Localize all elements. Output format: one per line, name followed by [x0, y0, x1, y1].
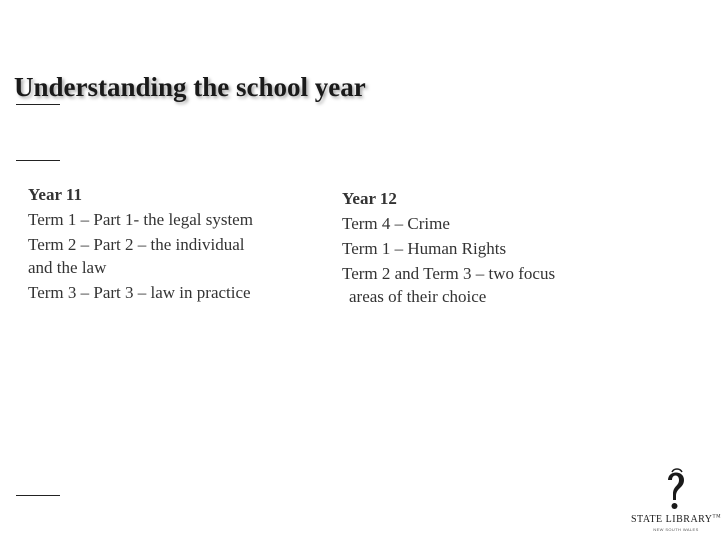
year-11-term-1: Term 1 – Part 1- the legal system: [28, 210, 253, 229]
slide-title: Understanding the school year: [14, 72, 366, 102]
year-12-heading: Year 12: [342, 189, 397, 208]
year-11-heading: Year 11: [28, 185, 82, 204]
year-12-term-1: Term 1 – Human Rights: [342, 239, 507, 258]
year-12-terms-2-3-continued: areas of their choice: [349, 287, 487, 306]
year-12-term-4: Term 4 – Crime: [342, 214, 450, 233]
logo-subtitle: NEW SOUTH WALES: [653, 527, 699, 532]
state-library-mark-icon: [628, 466, 724, 514]
year-11-term-2: Term 2 – Part 2 – the individual: [28, 235, 245, 254]
year-11-column: [28, 183, 318, 306]
divider-line: [16, 104, 60, 105]
divider-line: [16, 160, 60, 161]
state-library-logo: [628, 466, 724, 536]
year-12-column: [342, 187, 632, 310]
year-11-term-3: Term 3 – Part 3 – law in practice: [28, 283, 251, 302]
year-12-terms-2-3: Term 2 and Term 3 – two focus: [342, 264, 556, 283]
logo-wordmark: STATE LIBRARY™: [630, 514, 722, 525]
year-11-term-2-continued: and the law: [28, 258, 107, 277]
divider-line: [16, 495, 60, 496]
